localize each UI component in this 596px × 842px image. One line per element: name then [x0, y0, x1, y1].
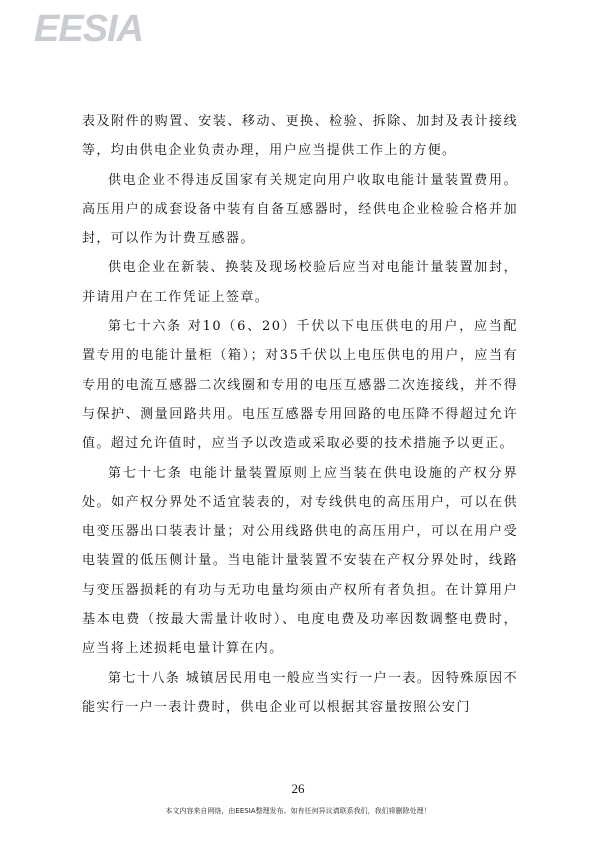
document-body	[82, 107, 518, 722]
page-number: 26	[291, 781, 305, 796]
paragraph: 表及附件的购置、安装、移动、更换、检验、拆除、加封及表计接线等，均由供电企业负责办理，用户应当提供工作上的方便。	[82, 114, 518, 159]
article-78: 第七十八条 城镇居民用电一般应当实行一户一表。因特殊原因不能实行一户一表计费时，供电企业可以根据其容量按照公安门	[82, 670, 518, 715]
eesia-logo: EESIA	[34, 8, 144, 50]
article-77: 第七十七条 电能计量装置原则上应当装在供电设施的产权分界处。如产权分界处不适宜装表的，对专线供电的高压用户，可以在供电变压器出口装表计量；对公用线路供电的高压用户，可以在用户受电装置的低压侧计量。当电能计量装置不安装在产权分界处时，线路与变压器损耗的有功与无功电量均须由产权所有者负担。在计算用户基本电费（按最大需量计收时）、电度电费及功率因数调整电费时，应当将上述损耗电量计算在内。	[82, 465, 518, 657]
paragraph: 供电企业在新装、换装及现场校验后应当对电能计量装置加封，并请用户在工作凭证上签章。	[82, 260, 518, 305]
article-76: 第七十六条 对10（6、20）千伏以下电压供电的用户，应当配置专用的电能计量柜（箱）；对35千伏以上电压供电的用户，应当有专用的电流互感器二次线圈和专用的电压互感器二次连接线，并不得与保护、测量回路共用。电压互感器专用回路的电压降不得超过允许值。超过允许值时，应当予以改造或采取必要的技术措施予以更正。	[82, 319, 518, 452]
footer-note: 本文内容来自网络，由EESIA整理发布。如有任何异议请联系我们，我们将删除处理！	[165, 807, 431, 815]
paragraph: 供电企业不得违反国家有关规定向用户收取电能计量装置费用。高压用户的成套设备中装有自备互感器时，经供电企业检验合格并加封，可以作为计费互感器。	[82, 172, 518, 247]
